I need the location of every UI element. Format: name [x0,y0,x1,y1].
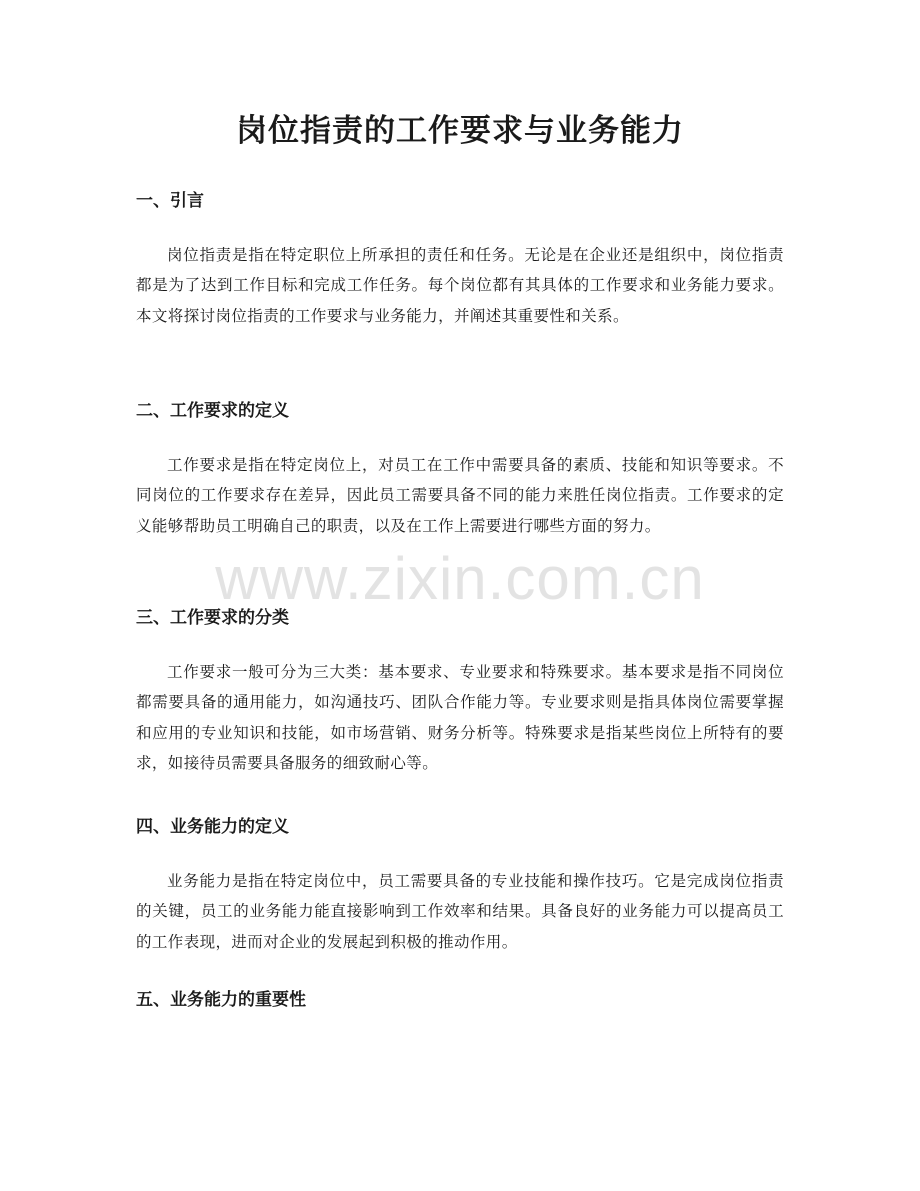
section-heading: 三、工作要求的分类 [136,608,289,628]
section-work-requirement-definition [136,396,784,541]
section-heading: 五、业务能力的重要性 [136,990,306,1010]
section-heading: 二、工作要求的定义 [136,401,289,421]
section-body: 工作要求是指在特定岗位上，对员工在工作中需要具备的素质、技能和知识等要求。不同岗位的工作要求存在差异，因此员工需要具备不同的能力来胜任岗位指责。工作要求的定义能够帮助员工明确自己的职责，以及在工作上需要进行哪些方面的努力。 [136,456,784,535]
page-title: 岗位指责的工作要求与业务能力 [236,113,684,149]
section-body: 业务能力是指在特定岗位中，员工需要具备的专业技能和操作技巧。它是完成岗位指责的关键，员工的业务能力能直接影响到工作效率和结果。具备良好的业务能力可以提高员工的工作表现，进而对企业的发展起到积极的推动作用。 [136,872,784,951]
watermark: www.zixin.com.cn [215,545,705,612]
section-business-ability-importance [136,985,784,1015]
section-business-ability-definition [136,812,784,957]
section-body: 岗位指责是指在特定职位上所承担的责任和任务。无论是在企业还是组织中，岗位指责都是为了达到工作目标和完成工作任务。每个岗位都有其具体的工作要求和业务能力要求。本文将探讨岗位指责的工作要求与业务能力，并阐述其重要性和关系。 [136,246,784,325]
section-work-requirement-classification [136,603,784,778]
section-heading: 四、业务能力的定义 [136,817,289,837]
section-body: 工作要求一般可分为三大类：基本要求、专业要求和特殊要求。基本要求是指不同岗位都需要具备的通用能力，如沟通技巧、团队合作能力等。专业要求则是指具体岗位需要掌握和应用的专业知识和技能，如市场营销、财务分析等。特殊要求是指某些岗位上所特有的要求，如接待员需要具备服务的细致耐心等。 [136,663,784,772]
section-introduction [136,186,784,331]
section-heading: 一、引言 [136,191,204,211]
